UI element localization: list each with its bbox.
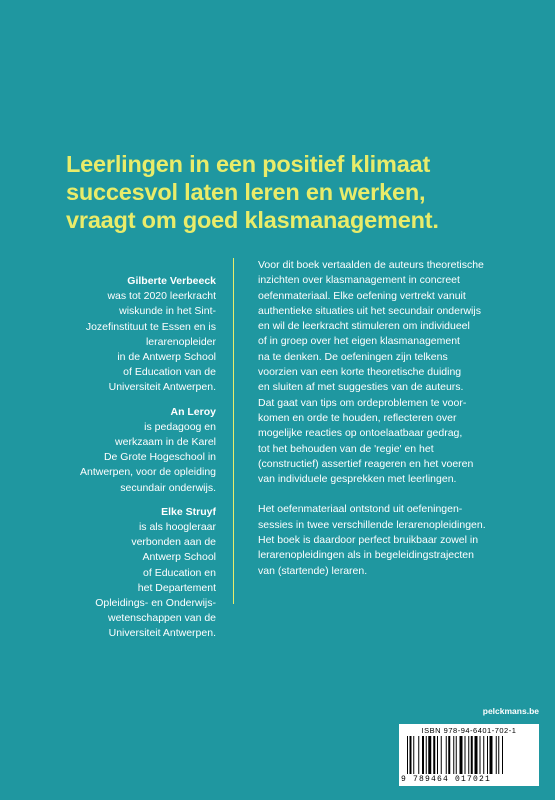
barcode-bar xyxy=(426,736,427,774)
barcode-bars xyxy=(407,736,531,774)
author-bio xyxy=(0,289,216,395)
blurb-line: (constructief) assertief reageren en het voeren xyxy=(258,457,474,470)
barcode-bar xyxy=(441,736,442,774)
barcode-bar xyxy=(437,736,438,774)
bio-line: Antwerp School xyxy=(142,551,216,564)
blurb-line: Voor dit boek vertaalden de auteurs theoretische xyxy=(258,259,484,271)
blurb-line: van individuele gesprekken met leerlingen. xyxy=(258,473,457,486)
blurb-line: en sluiten af met suggesties van de auteurs. xyxy=(258,381,464,394)
blurb-paragraph xyxy=(258,258,538,487)
bio-line: in de Antwerp School xyxy=(117,351,216,364)
bio-line: De Grote Hogeschool in xyxy=(103,451,216,464)
blurb-line: lerarenopleidingen als in begeleidingstrajecten xyxy=(258,549,474,562)
barcode-bar xyxy=(453,736,454,774)
headline-line: Leerlingen in een positief klimaat xyxy=(66,151,431,177)
author-bios xyxy=(0,274,216,651)
blurb-line: Dat gaat van tips om ordeproblemen te voor- xyxy=(258,396,467,409)
bio-line: of Education van de xyxy=(123,366,216,379)
blurb-line: sessies in twee verschillende lerarenopleidingen. xyxy=(258,518,486,531)
blurb-line: authentieke situaties uit het secundair onderwijs xyxy=(258,304,481,317)
bio-line: of Education en xyxy=(143,566,216,579)
barcode-bar xyxy=(456,736,457,774)
blurb-line: voorzien van een korte theoretische duiding xyxy=(258,366,462,379)
bio-line: verbonden aan de xyxy=(131,536,216,549)
bio-line: Antwerpen, voor de opleiding xyxy=(79,466,216,479)
headline xyxy=(66,150,536,234)
bio-line: secundair onderwijs. xyxy=(120,481,216,494)
bio-line: is als hoogleraar xyxy=(138,521,216,534)
bio-line: werkzaam in de Karel xyxy=(115,436,216,449)
bio-line: Universiteit Antwerpen. xyxy=(108,627,216,640)
barcode-bar xyxy=(433,736,435,774)
barcode-bar xyxy=(480,736,481,774)
barcode-bar xyxy=(502,736,503,774)
barcode-bar xyxy=(483,736,484,774)
barcode-bar xyxy=(448,736,450,774)
barcode-bar xyxy=(468,736,469,774)
author-block xyxy=(0,405,216,496)
barcode-bar xyxy=(496,736,497,774)
blurb-line: en wil de leerkracht stimuleren om individueel xyxy=(258,320,470,333)
headline-line: succesvol laten leren en werken, xyxy=(66,179,426,205)
bio-line: het Departement xyxy=(137,581,216,594)
column-divider xyxy=(233,258,234,604)
barcode-bar xyxy=(418,736,419,774)
headline-line: vraagt om goed klasmanagement. xyxy=(66,207,439,233)
barcode-bar xyxy=(498,736,499,774)
bio-line: was tot 2020 leerkracht xyxy=(107,290,216,303)
isbn-number: ISBN 978-94-6401-702-1 xyxy=(421,726,517,735)
barcode-bar xyxy=(422,736,424,774)
bio-line: Opleidings- en Onderwijs- xyxy=(95,597,216,610)
blurb-line: van (startende) leraren. xyxy=(258,564,368,577)
bio-line: wiskunde in het Sint- xyxy=(119,305,216,318)
author-bio xyxy=(0,420,216,496)
barcode-bar xyxy=(413,736,414,774)
barcode-bar xyxy=(446,736,447,774)
publisher-url: pelckmans.be xyxy=(482,706,539,716)
bio-line: Jozefinstituut te Essen en is xyxy=(85,320,216,333)
barcode-bar xyxy=(475,736,478,774)
barcode-bar xyxy=(471,736,473,774)
barcode-bar xyxy=(428,736,431,774)
blurb-line: mogelijke reacties op ontoelaatbaar gedrag, xyxy=(258,427,463,440)
blurb-line: inzichten over klasmanagement in concreet xyxy=(258,274,460,287)
barcode-bar xyxy=(407,736,408,774)
bio-line: Universiteit Antwerpen. xyxy=(108,381,216,394)
bio-line: is pedagoog en xyxy=(144,420,216,433)
barcode-bar xyxy=(487,736,488,774)
blurb-line: tot het behouden van de 'regie' en het xyxy=(258,442,434,455)
blurb-line: oefenmateriaal. Elke oefening vertrekt vanuit xyxy=(258,289,466,302)
barcode-bar xyxy=(460,736,463,774)
bio-line: wetenschappen van de xyxy=(108,612,216,625)
blurb-line: Het oefenmateriaal ontstond uit oefeningen- xyxy=(258,503,463,516)
blurb xyxy=(258,258,538,579)
isbn-barcode xyxy=(399,724,539,786)
barcode-bar xyxy=(410,736,412,774)
barcode-bar xyxy=(490,736,493,774)
author-block xyxy=(0,505,216,642)
bio-line: lerarenopleider xyxy=(145,335,216,348)
author-block xyxy=(0,274,216,396)
barcode-digits: 9 789464 017021 xyxy=(401,775,492,784)
blurb-line: komen en orde te houden, reflecteren over xyxy=(258,411,457,424)
blurb-line: Het boek is daardoor perfect bruikbaar zowel in xyxy=(258,534,479,547)
barcode-bar xyxy=(465,736,466,774)
blurb-line: of in groep over het eigen klasmanagement xyxy=(258,335,460,348)
blurb-paragraph xyxy=(258,502,538,578)
author-name: Elke Struyf xyxy=(161,505,216,518)
author-name: An Leroy xyxy=(170,405,216,418)
author-bio xyxy=(0,520,216,642)
blurb-line: na te denken. De oefeningen zijn telkens xyxy=(258,350,448,363)
author-name: Gilberte Verbeeck xyxy=(127,275,216,287)
